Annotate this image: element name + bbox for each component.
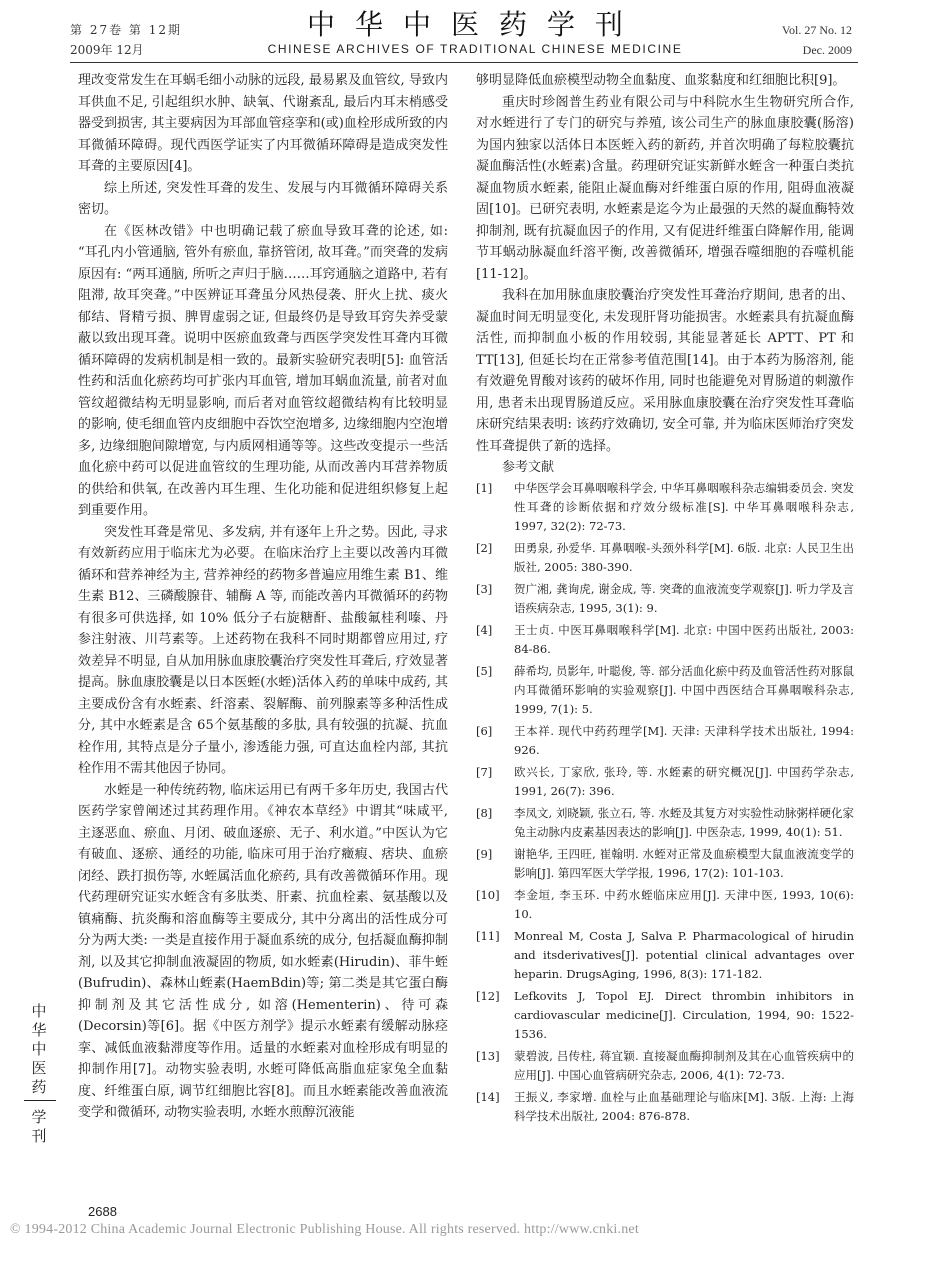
- sidebar-journal-name: 中华中医药: [31, 1002, 47, 1096]
- reference-item: [476, 1088, 854, 1126]
- reference-number: [7]: [476, 764, 493, 779]
- reference-text: 蒙碧波, 吕传柱, 蒋宜颖. 直接凝血酶抑制剂及其在心血管疾病中的应用[J]. 中国心血管病研究杂志, 2006, 4(1): 72-73.: [514, 1048, 854, 1082]
- reference-number: [5]: [476, 663, 493, 678]
- reference-text: 欧兴长, 丁家欣, 张玲, 等. 水蛭素的研究概况[J]. 中国药学杂志, 1991, 26(7): 396.: [514, 764, 854, 798]
- reference-text: Lefkovits J, Topol EJ. Direct thrombin inhibitors in cardiovascular medicine[J]. Circulation, 1994, 90: 1522-1536.: [514, 988, 854, 1041]
- reference-number: [11]: [476, 928, 500, 943]
- reference-text: 中华医学会耳鼻咽喉科学会, 中华耳鼻咽喉科杂志编辑委员会. 突发性耳聋的诊断依据和疗效分级标准[S]. 中华耳鼻咽喉科杂志, 1997, 32(2): 72-73.: [514, 480, 854, 533]
- reference-item: [476, 927, 854, 984]
- reference-item: [476, 621, 854, 659]
- left-column: [78, 70, 448, 1124]
- reference-number: [2]: [476, 540, 493, 555]
- reference-text: 李金垣, 李玉环. 中药水蛭临床应用[J]. 天津中医, 1993, 10(6): 10.: [514, 887, 854, 921]
- reference-list: [476, 479, 854, 1126]
- reference-text: 贺广湘, 龚询虎, 谢金成, 等. 突聋的血液流变学观察[J]. 听力学及言语疾病杂志, 1995, 3(1): 9.: [514, 581, 854, 615]
- date-cn: 2009年 12月: [70, 43, 144, 57]
- reference-item: [476, 804, 854, 842]
- reference-item: [476, 580, 854, 618]
- paragraph: 突发性耳聋是常见、多发病, 并有逐年上升之势。因此, 寻求有效新药应用于临床尤为必要。在临床治疗上主要以改善内耳微循环和营养神经为主, 营养神经的药物多普遍应用维生素 B1、维生素 B12、三磷酸腺苷、辅酶 A 等, 而能改善内耳微循环的药物有很多可供选择, 如 10% 低分子右旋糖酐、盐酸氟桂利嗪、丹参注射液、川芎素等。上述药物在我科不同时期都曾应用过, 疗效差异不明显, 自从加用脉血康胶囊治疗突发性耳聋后, 疗效显著提高。脉血康胶囊是以日本医蛭(水蛭)活体入药的单味中成药, 其主要成份含有水蛭素、纤溶素、裂解酶、前列腺素等多种活性成分, 其中水蛭素是含 65个氨基酸的多肽, 具有较强的抗凝、抗血栓作用, 其特点是分子量小, 渗透能力强, 可直达血栓内部, 其抗栓作用不需其他因子协同。: [78, 524, 448, 776]
- reference-number: [14]: [476, 1089, 500, 1104]
- reference-item: [476, 987, 854, 1044]
- reference-number: [3]: [476, 581, 493, 596]
- reference-item: [476, 479, 854, 536]
- sidebar-divider: [24, 1100, 56, 1101]
- reference-item: [476, 845, 854, 883]
- reference-text: 王本祥. 现代中药药理学[M]. 天津: 天津科学技术出版社, 1994: 926.: [514, 723, 854, 757]
- date-en: Dec. 2009: [802, 43, 852, 57]
- reference-text: 田勇泉, 孙爱华. 耳鼻咽喉-头颈外科学[M]. 6版. 北京: 人民卫生出版社, 2005: 380-390.: [514, 540, 854, 574]
- header-right: [782, 20, 852, 60]
- header-center: [245, 8, 705, 56]
- paragraph: 重庆时珍阁普生药业有限公司与中科院水生生物研究所合作, 对水蛭进行了专门的研究与养殖, 该公司生产的脉血康胶囊(肠溶)为国内独家以活体日本医蛭入药的新药, 并首次明确了每粒胶囊抗凝血酶活性(水蛭素)含量。药理研究证实新鲜水蛭含一种蛋白类抗凝血物质水蛭素, 能阻止凝血酶对纤维蛋白原的作用, 阻碍血液凝固[10]。已研究表明, 水蛭素是迄今为止最强的天然的凝血酶特效抑制剂, 既有抗凝血因子的作用, 又有促进纤维蛋白降解作用, 能调节耳蜗动脉凝血纤溶平衡, 改善微循环, 增强吞噬细胞的吞噬机能[11-12]。: [476, 94, 854, 282]
- reference-number: [13]: [476, 1048, 500, 1063]
- paragraph: 够明显降低血瘀模型动物全血黏度、血浆黏度和红细胞比积[9]。: [476, 73, 846, 88]
- reference-number: [9]: [476, 846, 493, 861]
- header-left: [70, 20, 182, 60]
- paragraph: 我科在加用脉血康胶囊治疗突发性耳聋治疗期间, 患者的出、凝血时间无明显变化, 未发现肝肾功能损害。水蛭素具有抗凝血酶活性, 而抑制血小板的作用较弱, 其能显著延长 APTT、PT 和 TT[13], 但延长均在正常参考值范围[14]。由于本药为肠溶剂, 能有效避免胃酸对该药的破坏作用, 同时也能避免对胃肠道的刺激作用, 患者未出现胃肠道反应。采用脉血康胶囊在治疗突发性耳聋临床研究结果表明: 该药疗效确切, 安全可靠, 并为临床医师治疗突发性耳聋提供了新的选择。: [476, 288, 854, 454]
- header-rule: [70, 62, 858, 63]
- reference-text: 李凤文, 刘晓颖, 张立石, 等. 水蛭及其复方对实验性动脉粥样硬化家兔主动脉内皮素基因表达的影响[J]. 中医杂志, 1999, 40(1): 51.: [514, 805, 854, 839]
- reference-text: 王士贞. 中医耳鼻咽喉科学[M]. 北京: 中国中医药出版社, 2003: 84-86.: [514, 622, 854, 656]
- paragraph: 水蛭是一种传统药物, 临床运用已有两千多年历史, 我国古代医药学家曾阐述过其药理作用。《神农本草经》中谓其“味咸平, 主逐恶血、瘀血、月闭、破血逐瘀、无子、利水道。”中医认为它有破血、逐瘀、通经的功能, 临床可用于治疗癥瘕、痞块、血瘀闭经、跌打损伤等, 水蛭属活血化瘀药, 具有改善微循环作用。现代药理研究证实水蛭含有多肽类、肝素、抗血栓素、氨基酸以及镇痛酶、抗炎酶和溶血酶等主要成分, 其中分离出的活性成分可分为两大类: 一类是直接作用于凝血系统的成分, 包括凝血酶抑制剂, 以及其它抑制血液凝固的物质, 如水蛭素(Hirudin)、菲牛蛭(Bufrudin)、森林山蛭素(HaemBdin)等; 第二类是其它蛋白酶抑制剂及其它活性成分, 如溶(Hementerin)、待可森(Decorsin)等[6]。据《中医方剂学》提示水蛭素有缓解动脉痉挛、减低血液黏滞度等作用。适量的水蛭素对血栓形成有明显的抑制作用[7]。动物实验表明, 水蛭可降低高脂血症家兔全血黏度、纤维蛋白原, 调节红细胞比容[8]。而且水蛭素能改善血液流变学和微循环, 动物实验表明, 水蛭水煎醇沉液能: [78, 782, 448, 1120]
- reference-item: [476, 539, 854, 577]
- page-number: 2688: [88, 1204, 117, 1219]
- reference-text: Monreal M, Costa J, Salva P. Pharmacological of hirudin and itsderivatives[J]. potential clinical advantages over heparin. DrugsAging, 1996, 8(3): 171-182.: [514, 928, 854, 981]
- reference-item: [476, 662, 854, 719]
- paragraph: 综上所述, 突发性耳聋的发生、发展与内耳微循环障碍关系密切。: [78, 180, 448, 217]
- reference-text: 谢艳华, 王四旺, 崔翰明. 水蛭对正常及血瘀模型大鼠血液流变学的影响[J]. 第四军医大学学报, 1996, 17(2): 101-103.: [514, 846, 854, 880]
- reference-text: 薛希均, 员影年, 叶聪俊, 等. 部分活血化瘀中药及血管活性药对豚鼠内耳微循环影响的实验观察[J]. 中国中西医结合耳鼻咽喉科杂志, 1999, 7(1): 5.: [514, 663, 854, 716]
- reference-text: 王振义, 李家增. 血栓与止血基础理论与临床[M]. 3版. 上海: 上海科学技术出版社, 2004: 876-878.: [514, 1089, 854, 1123]
- reference-item: [476, 722, 854, 760]
- reference-number: [12]: [476, 988, 500, 1003]
- reference-item: [476, 763, 854, 801]
- copyright-footer: © 1994-2012 China Academic Journal Electronic Publishing House. All rights reserved. http://www.cnki.net: [10, 1222, 639, 1237]
- journal-title-en: CHINESE ARCHIVES OF TRADITIONAL CHINESE MEDICINE: [267, 42, 683, 56]
- reference-number: [4]: [476, 622, 493, 637]
- journal-title-cn: 中华中医药学刊: [306, 8, 643, 41]
- references-title: 参考文献: [502, 460, 555, 475]
- reference-number: [6]: [476, 723, 493, 738]
- reference-number: [1]: [476, 480, 493, 495]
- volume-cn: 第 27卷 第 12期: [70, 23, 182, 37]
- paragraph: 理改变常发生在耳蜗毛细小动脉的远段, 最易累及血管纹, 导致内耳供血不足, 引起组织水肿、缺氧、代谢紊乱, 最后内耳末梢感受器受到损害, 其主要病因为耳部血管痉挛和(或)血栓形成所致的内耳微循环障碍。现代西医学证实了内耳微循环障碍是造成突发性耳聋的主要原因[4]。: [78, 73, 448, 174]
- reference-number: [10]: [476, 887, 500, 902]
- reference-item: [476, 886, 854, 924]
- reference-item: [476, 1047, 854, 1085]
- right-column: [476, 70, 854, 1129]
- volume-en: Vol. 27 No. 12: [781, 23, 852, 37]
- paragraph: 在《医林改错》中也明确记载了瘀血导致耳聋的论述, 如: “耳孔内小管通脑, 管外有瘀血, 靠挤管闭, 故耳聋。”而突聋的发病原因有: “两耳通脑, 所听之声归于脑……耳窍通脑之道路中, 若有阻滞, 故耳突聋。”中医辨证耳聋虽分风热侵袭、肝火上扰、痰火郁结、肾精亏损、脾胃虚弱之证, 但最终仍是导致耳窍失养受蒙蔽以致出现耳聋。说明中医瘀血致聋与西医学突发性耳聋内耳微循环障碍的发病机制是相一致的。最新实验研究表明[5]: 血管活性药和活血化瘀药均可扩张内耳血管, 增加耳蜗血流量, 前者对血管纹超微结构无明显影响, 而后者对血管纹超微结构有比较明显的影响, 使毛细血管内皮细胞中吞饮空泡增多, 边缘细胞内空泡增多, 边缘细胞间隙增宽, 与内质网相通等等。这些改变提示一些活血化瘀中药可以促进血管纹的生理功能, 从而改善内耳营养物质的供给和供氧, 在改善内耳生理、生化功能和促进组织修复上起到重要作用。: [78, 223, 448, 518]
- reference-number: [8]: [476, 805, 493, 820]
- sidebar-journal-suffix: 学刊: [31, 1108, 47, 1145]
